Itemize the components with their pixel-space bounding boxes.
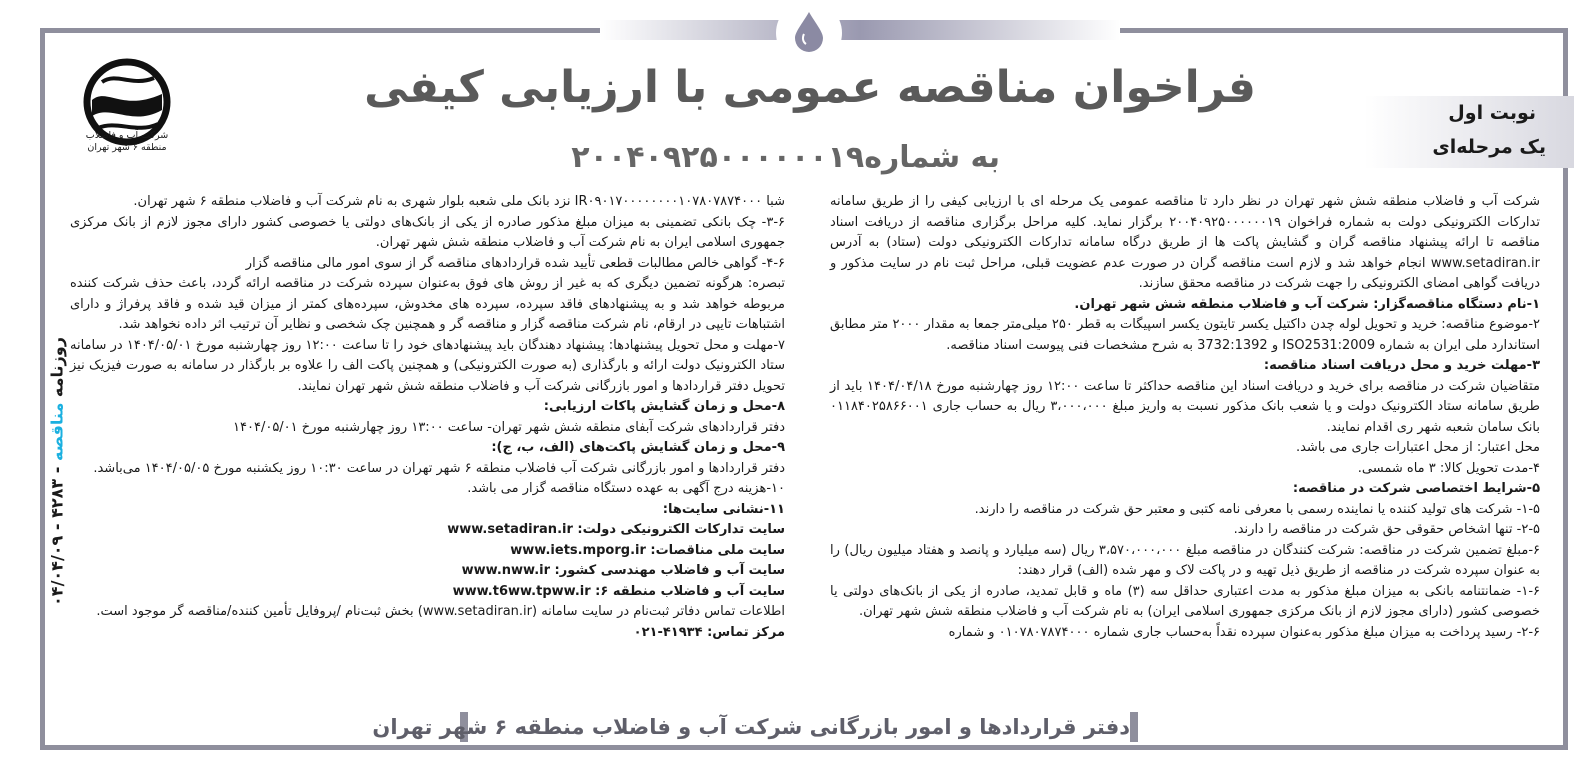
stage-label: یک مرحله‌ای	[1432, 136, 1546, 158]
page-title: فراخوان مناقصه عمومی با ارزیابی کیفی	[364, 62, 1256, 113]
item-3-heading: ۳-مهلت خرید و محل دریافت اسناد مناقصه:	[1263, 358, 1540, 373]
item-11-heading: ۱۱-نشانی سایت‌ها:	[662, 501, 785, 517]
left-text-column	[70, 192, 785, 643]
item-4: ۴-مدت تحویل کالا: ۳ ماه شمسی.	[1357, 460, 1540, 476]
site-nww[interactable]: سایت آب و فاضلاب مهندسی کشور: www.nww.ir	[461, 563, 785, 578]
side-label	[42, 312, 70, 642]
item-9-heading: ۹-محل و زمان گشایش پاکت‌های (الف، ب، ج):	[491, 440, 785, 455]
note-paragraph: تبصره: هرگونه تضمین دیگری که به غیر از روش های فوق به‌عنوان سپرده شرکت در مناقصه ارائه گردد، باعث حذف شرکت کننده مربوطه خواهد شد و به پیشنهادهای فاقد سپرده، سپرده های مخدوش، سپرده‌های کمتر از میزان قید شده و فاقد پرفراژ و دارای اشتباهات تایپی در ارقام، نام شرکت مناقصه گزار و مناقصه گر و همچنین چک شخصی و نظایر آن ترتیب اثر داده نخواهد شد.	[70, 276, 785, 332]
item-8-heading: ۸-محل و زمان گشایش پاکات ارزیابی:	[543, 399, 785, 414]
site-setad[interactable]: سایت تدارکات الکترونیکی دولت: www.setadiran.ir	[447, 522, 785, 537]
top-decor-band	[600, 20, 1120, 40]
sheba-line: شبا IR۰۹۰۱۷۰۰۰۰۰۰۰۰۱۰۷۸۰۷۸۷۴۰۰۰ نزد بانک ملی شعبه بلوار شهری به نام شرکت آب و فاضلاب منطقه ۶ شهر تهران.	[133, 194, 785, 209]
item-9-body: دفتر قراردادها و امور بازرگانی شرکت آب فاضلاب منطقه ۶ شهر تهران در ساعت ۱۰:۳۰ روز یکشنبه مورخ ۱۴۰۴/۰۵/۰۵ می‌باشد.	[93, 460, 785, 476]
tender-number: به شماره۲۰۰۴۰۹۲۵۰۰۰۰۰۰۱۹	[571, 140, 1000, 175]
side-prefix: روزنامه	[47, 337, 67, 398]
logo-caption	[58, 130, 196, 154]
item-5-heading: ۵-شرایط اختصاصی شرکت در مناقصه:	[1292, 481, 1540, 496]
item-6-2: ۲-۶- رسید پرداخت به میزان مبلغ مذکور به‌عنوان سپرده نقداً به‌حساب جاری شماره ۰۱۰۷۸۰۷۸۷۴۰۰۰ و شماره	[948, 624, 1540, 640]
round-label: نوبت اول	[1448, 102, 1536, 124]
footer-text: دفتر قراردادها و امور بازرگانی شرکت آب و فاضلاب منطقه ۶ شهر تهران	[372, 715, 1130, 739]
credit-source: محل اعتبار: از محل اعتبارات جاری می باشد.	[1295, 440, 1540, 455]
contact-info: اطلاعات تماس دفاتر ثبت‌نام در سایت سامانه (www.setadiran.ir) بخش ثبت‌نام /پروفایل تأمین کننده/مناقصه گر موجود است.	[96, 604, 785, 619]
item-6-3: ۳-۶- چک بانکی تضمینی به میزان مبلغ مذکور صادره از یکی از بانک‌های دولتی یا خصوصی کشور دارای مجوز لازم از بانک مرکزی جمهوری اسلامی ایران به نام شرکت آب و فاضلاب منطقه شش شهر تهران.	[70, 214, 785, 250]
item-5-2: ۲-۵- تنها اشخاص حقوقی حق شرکت در مناقصه را دارند.	[1233, 522, 1540, 537]
call-center: مرکز تماس: ۴۱۹۳۴-۰۲۱	[633, 624, 785, 640]
logo-line-2: منطقه ۶ شهر تهران	[87, 142, 167, 153]
item-8-body: دفتر قراردادهای شرکت آبفای منطقه شش شهر تهران- ساعت ۱۳:۰۰ روز چهارشنبه مورخ ۱۴۰۴/۰۵/۰۱	[233, 419, 785, 435]
item-5-1: ۱-۵- شرکت های تولید کننده یا نماینده رسمی با معرفی نامه کتبی و معتبر حق شرکت در مناقصه را دارند.	[974, 501, 1540, 517]
footer-bar-right	[1130, 712, 1138, 742]
item-7: ۷-مهلت و محل تحویل پیشنهادها: پیشنهاد دهندگان باید پیشنهادهای خود را تا ساعت ۱۲:۰۰ روز چهارشنبه مورخ ۱۴۰۴/۰۵/۰۱ در سامانه ستاد الکترونیک دولت ارائه و بارگذاری (به صورت الکترونیکی) و همچنین پاکت الف را علاوه بر بارگذار در سامانه به صورت فیزیک نیز تحویل دفتر قراردادها و امور بازرگانی شرکت آب و فاضلاب منطقه شش شهر تهران نمایند.	[70, 337, 785, 394]
logo-line-1: شرکت آب و فاضلاب	[85, 130, 169, 141]
right-text-column	[830, 192, 1540, 643]
item-1: ۱-نام دستگاه مناقصه‌گزار: شرکت آب و فاضلاب منطقه شش شهر تهران.	[1074, 296, 1540, 312]
item-2: ۲-موضوع مناقصه: خرید و تحویل لوله چدن داکتیل یکسر تایتون یکسر اسپیگات به قطر ۲۵۰ میلی‌متر جمعا به مقدار ۲۰۰۰ متر مطابق استاندارد ملی ایران به شماره ISO2531:2009 و 3732:1392 به شرح مشخصات فنی پیوست اسناد مناقصه.	[830, 317, 1540, 353]
site-iets[interactable]: سایت ملی مناقصات: www.iets.mporg.ir	[510, 542, 785, 558]
item-6-4: ۴-۶- گواهی خالص مطالبات قطعی تأیید شده قراردادهای مناقصه گر از سوی امور مالی مناقصه گزار	[245, 255, 785, 271]
round-badge	[1364, 96, 1574, 168]
water-drop-icon	[792, 10, 826, 52]
side-accent: مناقصه	[47, 402, 67, 462]
intro-paragraph: شرکت آب و فاضلاب منطقه شش شهر تهران در نظر دارد تا مناقصه عمومی یک مرحله ای با ارزیابی کیفی را از طریق سامانه تدارکات الکترونیکی دولت به شماره فراخوان ۲۰۰۴۰۹۲۵۰۰۰۰۰۰۱۹ برگزار نماید. کلیه مراحل برگزاری مناقصه از دریافت اسناد مناقصه تا ارائه پیشنهاد مناقصه گران و گشایش پاکت ها از طریق درگاه سامانه تدارکات الکترونیکی دولت (ستاد) به آدرس www.setadiran.ir انجام خواهد شد و لازم است مناقصه گران در صورت عدم عضویت قبلی، مراحل ثبت نام در سایت مذکور و دریافت گواهی امضای الکترونیکی را جهت شرکت در مناقصه محقق سازند.	[830, 194, 1540, 291]
item-6: ۶-مبلغ تضمین شرکت در مناقصه: شرکت کنندگان در مناقصه مبلغ ۳،۵۷۰،۰۰۰،۰۰۰ ریال (سه میلیارد و پانصد و هفتاد میلیون ریال) را به عنوان سپرده شرکت در مناقصه از طریق ذیل تهیه و در پاکت لاک و مهر شده (الف) قرار دهند:	[830, 542, 1540, 578]
item-3-body: متقاضیان شرکت در مناقصه برای خرید و دریافت اسناد این مناقصه حداکثر تا ساعت ۱۲:۰۰ روز چهارشنبه مورخ ۱۴۰۴/۰۴/۱۸ باید از طریق سامانه ستاد الکترونیک دولت و یا شعب بانک مذکور نسبت به واریز مبلغ ۳،۰۰۰،۰۰۰ ریال به حساب جاری ۰۱۱۸۴۰۲۵۸۶۶۰۰۱ بانک سامان شعبه شهر ری اقدام نمایند.	[830, 378, 1540, 435]
item-10: ۱۰-هزینه درج آگهی به عهده دستگاه مناقصه گزار می باشد.	[467, 481, 785, 496]
side-suffix: - ۴۲۸۳ - ۰۴/۰۴/۰۹	[47, 466, 67, 606]
site-t6ww[interactable]: سایت آب و فاضلاب منطقه ۶: www.t6ww.tpww.ir	[452, 583, 785, 599]
item-6-1: ۱-۶- ضمانتنامه بانکی به میزان مبلغ مذکور به مدت اعتباری حداقل سه (۳) ماه و قابل تمدید، صادره از یکی از بانک‌های دولتی یا خصوصی کشور (دارای مجوز لازم از بانک مرکزی جمهوری اسلامی ایران) به نام شرکت آب و فاضلاب منطقه شش شهر تهران.	[830, 583, 1540, 619]
